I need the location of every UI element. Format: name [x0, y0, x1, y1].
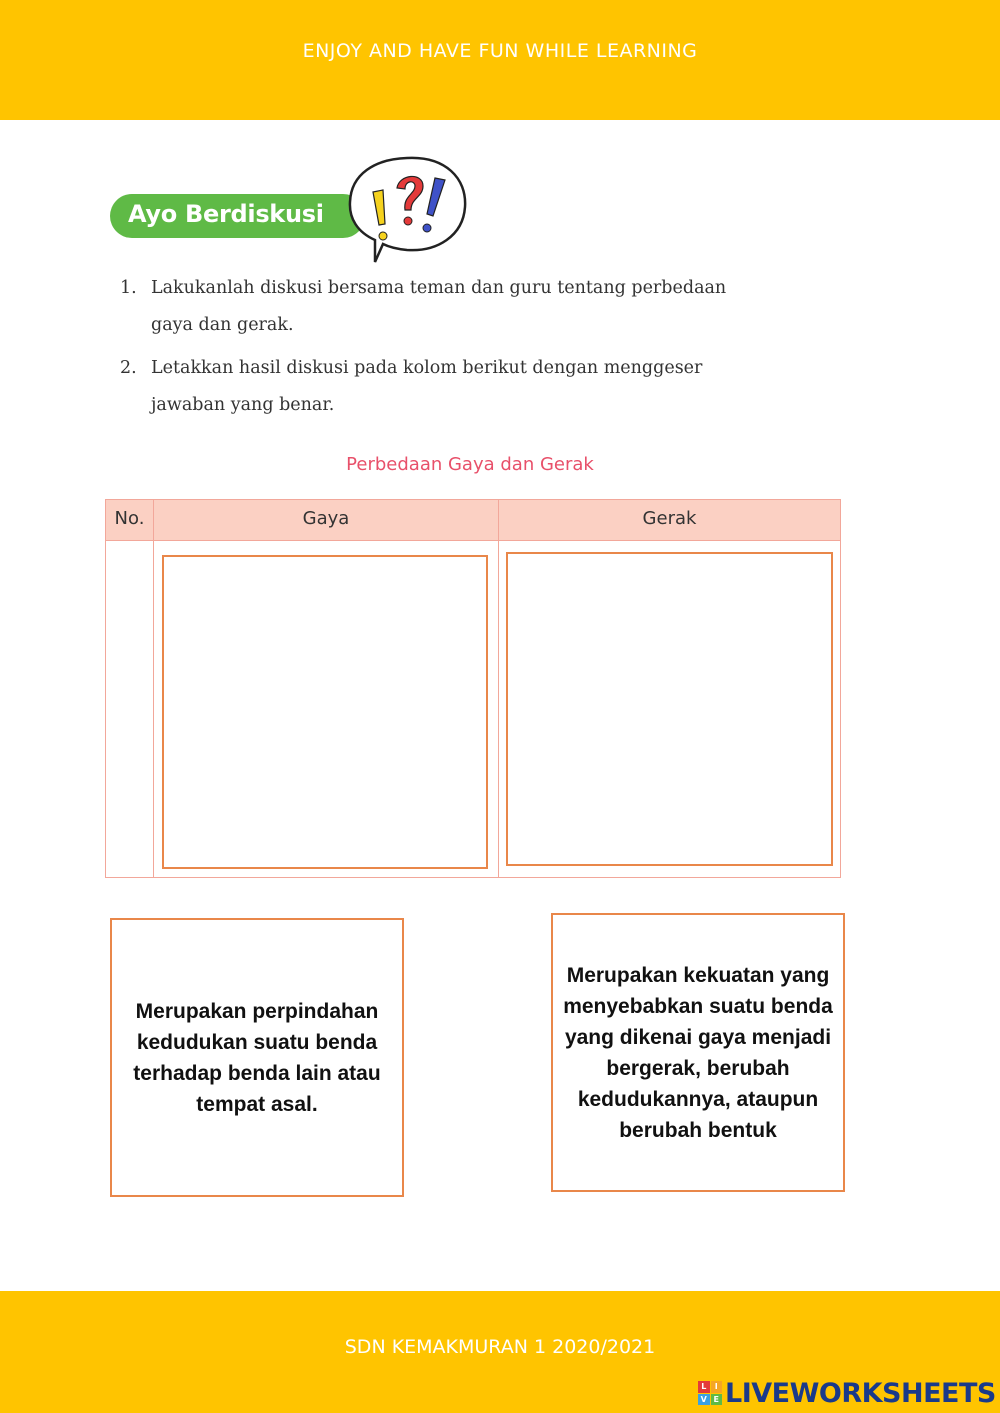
draggable-answer-card[interactable] — [110, 918, 404, 1197]
table-header-row — [106, 500, 840, 541]
header-no: No. — [114, 508, 145, 529]
header-gaya: Gaya — [302, 508, 350, 529]
logo-mark-icon — [698, 1381, 722, 1405]
instruction-text — [151, 270, 726, 344]
section-badge-label: Ayo Berdiskusi — [128, 200, 324, 228]
banner-title: ENJOY AND HAVE FUN WHILE LEARNING — [302, 40, 698, 62]
logo-mark-letter: V — [698, 1394, 710, 1406]
instruction-text — [151, 350, 702, 424]
logo-mark-letter: I — [711, 1381, 723, 1393]
logo-mark-letter: E — [711, 1394, 723, 1406]
table-title: Perbedaan Gaya dan Gerak — [346, 454, 594, 475]
logo-mark-letter: L — [698, 1381, 710, 1393]
top-banner — [0, 0, 1000, 120]
instruction-list — [120, 270, 740, 430]
answer-text: Merupakan kekuatan yang menyebabkan suatu benda yang dikenai gaya menjadi bergerak, berubah kedudukannya, ataupun berubah bentuk — [563, 963, 833, 1142]
footer-text: SDN KEMAKMURAN 1 2020/2021 — [344, 1336, 656, 1358]
liveworksheets-logo — [698, 1378, 996, 1408]
instruction-number: 1. — [120, 278, 137, 298]
logo-text: LIVEWORKSHEETS — [725, 1377, 996, 1409]
instruction-number: 2. — [120, 358, 137, 378]
speech-bubble-icon — [345, 152, 470, 267]
section-badge — [110, 194, 365, 238]
column-divider — [498, 500, 499, 877]
instruction-line: jawaban yang benar. — [151, 395, 335, 415]
instruction-line: Letakkan hasil diskusi pada kolom berikut dengan menggeser — [151, 358, 703, 378]
bottom-banner — [0, 1291, 1000, 1413]
drop-zone-gerak[interactable] — [506, 552, 833, 866]
comparison-table — [105, 499, 841, 878]
header-gerak: Gerak — [642, 508, 697, 529]
instruction-item — [120, 350, 740, 424]
instruction-item — [120, 270, 740, 344]
column-divider — [153, 500, 154, 877]
draggable-answer-card[interactable] — [551, 913, 845, 1192]
answer-text: Merupakan perpindahan kedudukan suatu benda terhadap benda lain atau tempat asal. — [133, 999, 381, 1116]
instruction-line: gaya dan gerak. — [151, 315, 294, 335]
drop-zone-gaya[interactable] — [162, 555, 488, 869]
instruction-line: Lakukanlah diskusi bersama teman dan guru tentang perbedaan — [151, 278, 727, 298]
